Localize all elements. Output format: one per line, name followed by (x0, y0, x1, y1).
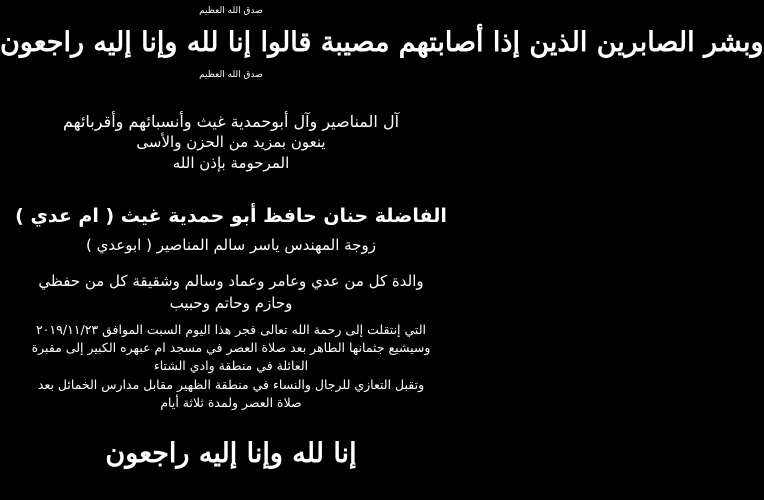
spouse-line: زوجة المهندس ياسر سالم المناصير ( ابوعدي ) (86, 236, 376, 254)
details-line-5: صلاة العصر ولمدة ثلاثة أيام (160, 395, 302, 410)
header-small-top-text: صدق الله العظيم (199, 6, 263, 16)
details-line-4: وتقبل التعازي للرجال والنساء في منطقة الظهير مقابل مدارس الخمائل بعد (37, 377, 425, 392)
children-line-1: والدة كل من عدي وعامر وعماد وسالم وشقيقة كل من حفظي (38, 272, 424, 290)
header-calligraphy (0, 4, 764, 100)
details-line-3: العائلة في منطقة وادي الشتاء (153, 358, 309, 373)
footer-calligraphy (0, 424, 462, 494)
details-line-2: وسيشيع جثمانها الطاهر بعد صلاة العصر في مسجد ام عبهره الكبير إلى مقبرة (31, 340, 431, 355)
header-verse: وبشر الصابرين الذين إذا أصابتهم مصيبة قالوا إنا لله وإنا إليه راجعون (0, 27, 764, 58)
header-small-bottom-text: صدق الله العظيم (199, 70, 263, 80)
family-line-3: المرحومة بإذن الله (172, 154, 290, 172)
deceased-name: الفاضلة حنان حافظ أبو حمدية غيث ( ام عدي ) (15, 205, 447, 227)
footer-verse: إنا لله وإنا إليه راجعون (105, 438, 357, 469)
family-line-2: ينعون بمزيد من الحزن والأسى (136, 133, 326, 151)
children-line-2: وحازم وحاتم وحبيب (169, 294, 293, 312)
details-line-1: التي إنتقلت إلى رحمة الله تعالى فجر هذا اليوم السبت الموافق ٢٠١٩/١١/٢٣ (36, 322, 426, 337)
family-line-1: آل المناصير وآل أبوحمدية غيث وأنسبائهم وأقربائهم (62, 112, 400, 131)
